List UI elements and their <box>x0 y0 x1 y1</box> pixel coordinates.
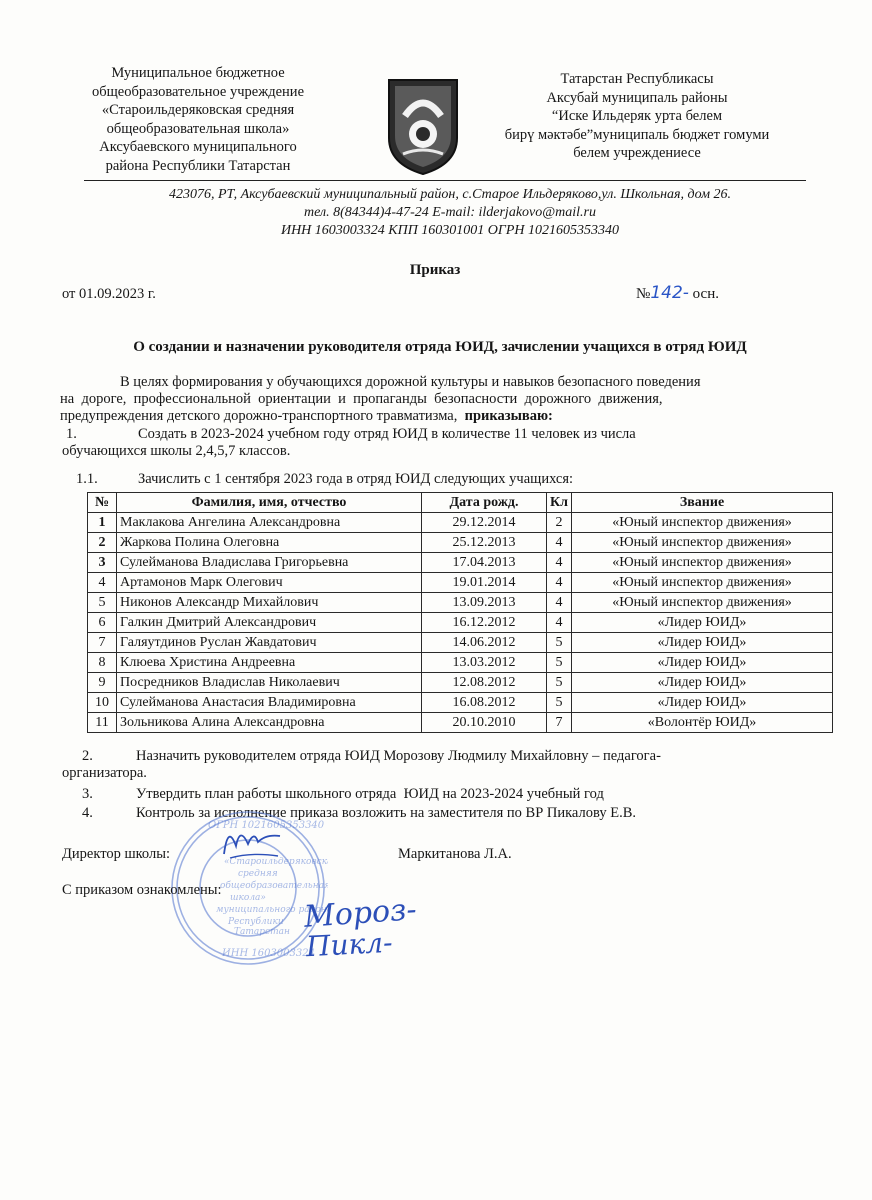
cell-rank: «Лидер ЮИД» <box>572 653 833 673</box>
cell-rank: «Лидер ЮИД» <box>572 693 833 713</box>
column-header-class: Кл <box>547 493 572 513</box>
cell-class: 4 <box>547 533 572 553</box>
column-header-full-name: Фамилия, имя, отчество <box>117 493 422 513</box>
header-right-line: “Иске Ильдеряк урта белем <box>551 108 723 124</box>
cell-number: 5 <box>88 593 117 613</box>
cell-rank: «Юный инспектор движения» <box>572 533 833 553</box>
org-name-russian <box>58 64 338 175</box>
cell-full-name: Зольникова Алина Александровна <box>117 713 422 733</box>
header-left-line: Муниципальное бюджетное <box>111 65 285 81</box>
cell-class: 5 <box>547 693 572 713</box>
order-number-prefix: № <box>636 286 651 302</box>
cell-rank: «Волонтёр ЮИД» <box>572 713 833 733</box>
contact-address: 423076, РТ, Аксубаевский муниципальный район, с.Старое Ильдеряково,ул. Школьная, дом 26. <box>168 187 732 202</box>
preamble-line-3 <box>60 408 820 426</box>
cell-birth-date: 25.12.2013 <box>422 533 547 553</box>
cell-class: 4 <box>547 613 572 633</box>
cell-birth-date: 13.09.2013 <box>422 593 547 613</box>
cell-class: 2 <box>547 513 572 533</box>
svg-text:ИНН 1603003324: ИНН 1603003324 <box>222 948 315 959</box>
cell-class: 7 <box>547 713 572 733</box>
paragraph-1-line-1: Создать в 2023-2024 учебном году отряд ЮИД в количестве 11 человек из числа <box>138 426 636 442</box>
svg-text:средняя: средняя <box>238 869 278 879</box>
cell-class: 5 <box>547 673 572 693</box>
paragraph-4-number: 4. <box>82 805 93 821</box>
table-header-row <box>88 493 833 513</box>
cell-number: 7 <box>88 633 117 653</box>
handwritten-signature-2: Пикл- <box>305 925 394 964</box>
paragraph-3-text: Утвердить план работы школьного отряда ЮИД на 2023-2024 учебный год <box>136 786 604 802</box>
svg-text:Татарстан: Татарстан <box>234 927 290 937</box>
cell-rank: «Юный инспектор движения» <box>572 573 833 593</box>
paragraph-3-number: 3. <box>82 786 93 802</box>
table-row <box>88 553 833 573</box>
cell-number: 11 <box>88 713 117 733</box>
cell-class: 5 <box>547 633 572 653</box>
contact-registry-codes: ИНН 1603003324 КПП 160301001 ОГРН 1021605353340 <box>280 223 620 238</box>
paragraph-2-line-1: Назначить руководителем отряда ЮИД Морозову Людмилу Михайловну – педагога- <box>136 748 661 764</box>
order-number-handwritten: 142- <box>650 283 689 303</box>
svg-text:муниципального района: муниципального района <box>216 905 328 915</box>
handwritten-signature-1: Мороз- <box>302 892 418 935</box>
table-row <box>88 513 833 533</box>
cell-number: 6 <box>88 613 117 633</box>
cell-class: 4 <box>547 553 572 573</box>
paragraph-1-1-text: Зачислить с 1 сентября 2023 года в отряд ЮИД следующих учащихся: <box>138 471 574 487</box>
cell-full-name: Посредников Владислав Николаевич <box>117 673 422 693</box>
cell-birth-date: 14.06.2012 <box>422 633 547 653</box>
cell-rank: «Лидер ЮИД» <box>572 633 833 653</box>
cell-rank: «Лидер ЮИД» <box>572 673 833 693</box>
pupils-table <box>87 492 833 733</box>
table-row <box>88 653 833 673</box>
header-left-line: «Староильдеряковская средняя <box>101 102 295 118</box>
svg-text:Республики: Республики <box>228 917 284 927</box>
cell-full-name: Галкин Дмитрий Александрович <box>117 613 422 633</box>
svg-text:общеобразовательная: общеобразовательная <box>220 881 328 891</box>
cell-number: 1 <box>88 513 117 533</box>
cell-birth-date: 17.04.2013 <box>422 553 547 573</box>
paragraph-2-number: 2. <box>82 748 93 764</box>
table-row <box>88 633 833 653</box>
order-title: Приказ <box>409 262 461 278</box>
table-row <box>88 573 833 593</box>
preamble-bold: приказываю: <box>464 408 553 424</box>
cell-rank: «Лидер ЮИД» <box>572 613 833 633</box>
header-left-line: района Республики Татарстан <box>105 157 291 174</box>
svg-text:«Староильдеряковская: «Староильдеряковская <box>224 857 328 867</box>
header-right-line: белем учреждениесе <box>573 145 701 161</box>
coat-of-arms-emblem <box>385 76 461 176</box>
paragraph-4-text: Контроль за исполнение приказа возложить на заместителя по ВР Пикалову Е.В. <box>136 805 636 821</box>
cell-full-name: Никонов Александр Михайлович <box>117 593 422 613</box>
cell-birth-date: 13.03.2012 <box>422 653 547 673</box>
cell-birth-date: 29.12.2014 <box>422 513 547 533</box>
paragraph-1-line-2: обучающихся школы 2,4,5,7 классов. <box>62 443 291 459</box>
cell-number: 4 <box>88 573 117 593</box>
cell-full-name: Артамонов Марк Олегович <box>117 573 422 593</box>
cell-full-name: Сулейманова Анастасия Владимировна <box>117 693 422 713</box>
header-right-line: Татарстан Республикасы <box>560 71 714 87</box>
org-name-tatar <box>462 70 812 163</box>
preamble-line-2: на дороге, профессиональной ориентации и пропаганды безопасности дорожного движения, <box>60 391 663 407</box>
preamble-line-1: В целях формирования у обучающихся дорожной культуры и навыков безопасного поведения <box>120 374 701 390</box>
table-row <box>88 533 833 553</box>
svg-text:школа»: школа» <box>230 893 266 903</box>
cell-class: 5 <box>547 653 572 673</box>
cell-birth-date: 19.01.2014 <box>422 573 547 593</box>
table-row <box>88 593 833 613</box>
header-right-line: Аксубай муниципаль районы <box>546 89 728 106</box>
order-subject: О создании и назначении руководителя отряда ЮИД, зачислении учащихся в отряд ЮИД <box>133 339 747 355</box>
cell-number: 2 <box>88 533 117 553</box>
cell-full-name: Маклакова Ангелина Александровна <box>117 513 422 533</box>
cell-full-name: Сулейманова Владислава Григорьевна <box>117 553 422 573</box>
cell-birth-date: 16.08.2012 <box>422 693 547 713</box>
column-header-birth-date: Дата рожд. <box>422 493 547 513</box>
cell-full-name: Жаркова Полина Олеговна <box>117 533 422 553</box>
director-label: Директор школы: <box>62 846 170 862</box>
cell-number: 8 <box>88 653 117 673</box>
paragraph-1-1-number: 1.1. <box>76 471 98 487</box>
svg-text:ОГРН 1021605353340: ОГРН 1021605353340 <box>208 820 325 831</box>
column-header-rank: Звание <box>572 493 833 513</box>
order-number-suffix: осн. <box>688 286 719 302</box>
cell-birth-date: 16.12.2012 <box>422 613 547 633</box>
header-left-line: общеобразовательное учреждение <box>91 83 305 100</box>
table-row <box>88 613 833 633</box>
order-number <box>636 283 719 303</box>
cell-rank: «Юный инспектор движения» <box>572 593 833 613</box>
header-divider <box>84 180 806 181</box>
cell-number: 3 <box>88 553 117 573</box>
table-row <box>88 693 833 713</box>
cell-class: 4 <box>547 573 572 593</box>
director-signature <box>218 816 288 866</box>
paragraph-1-number: 1. <box>66 426 77 442</box>
table-row <box>88 713 833 733</box>
header-left-line: общеобразовательная школа» <box>106 120 290 137</box>
cell-number: 9 <box>88 673 117 693</box>
cell-birth-date: 12.08.2012 <box>422 673 547 693</box>
preamble-text: предупреждения детского дорожно-транспортного травматизма, <box>60 408 465 424</box>
paragraph-2-line-2: организатора. <box>62 765 147 781</box>
cell-number: 10 <box>88 693 117 713</box>
header-right-line: бирү мәктәбе”муниципаль бюджет гомуми <box>504 126 770 143</box>
cell-class: 4 <box>547 593 572 613</box>
column-header-number: № <box>88 493 117 513</box>
cell-full-name: Клюева Христина Андреевна <box>117 653 422 673</box>
contact-block <box>60 186 840 240</box>
header-left-line: Аксубаевского муниципального <box>99 139 297 155</box>
table-row <box>88 673 833 693</box>
contact-phone-email: тел. 8(84344)4-47-24 E-mail: ilderjakovo@mail.ru <box>304 205 596 220</box>
cell-rank: «Юный инспектор движения» <box>572 553 833 573</box>
cell-birth-date: 20.10.2010 <box>422 713 547 733</box>
cell-full-name: Галяутдинов Руслан Жавдатович <box>117 633 422 653</box>
acquainted-label: С приказом ознакомлены: <box>62 882 222 898</box>
order-date: от 01.09.2023 г. <box>62 286 156 302</box>
director-name: Маркитанова Л.А. <box>398 846 512 862</box>
cell-rank: «Юный инспектор движения» <box>572 513 833 533</box>
